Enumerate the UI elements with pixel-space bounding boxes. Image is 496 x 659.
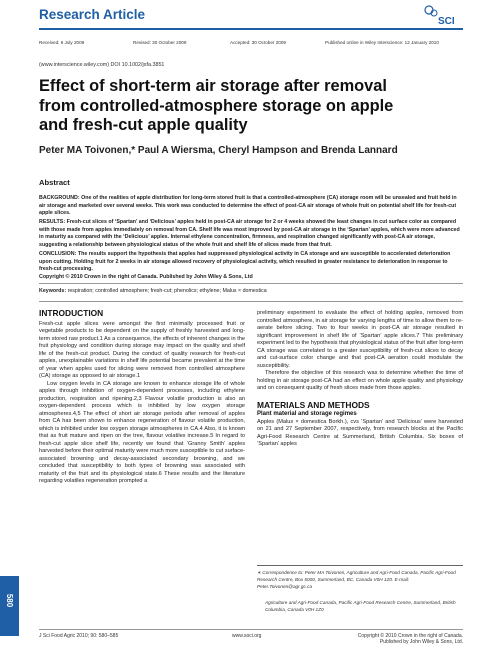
keywords-label: Keywords:	[39, 288, 67, 294]
keywords-text: respiration; controlled atmosphere; fresh-cut; phenolics; ethylene; Malus × domestica	[67, 288, 267, 294]
footer-copyright	[335, 633, 463, 645]
results-text: Fresh-cut slices of ‘Spartan’ and ‘Delicious’ apples held in post-CA air storage for 2 or 4 weeks showed the least changes in cut surface color as compared with those made from apples immediately on removal from CA. Shelf life was most improved by post-CA air storage in the ‘Spartan’ apples, which were more advanced in maturity as compared with the ‘Delicious’ apples. Internal ethylene concentration, firmness, and respiration changed significantly with post-CA air storage, suggesting a relationship between physiological status of the whole fruit and shelf life of slices made from that fruit.	[39, 219, 460, 248]
intro-paragraph-1: Fresh-cut apple slices were amongst the first minimally processed fruit or vegetable products to be dependent on the supply of freshly harvested and long-term stored raw product.1 As a consequence, the effects of inherent changes in the fruit physiology and condition during storage may impact on the quality and shelf life of the fresh-cut product. During the conduct of quality research for fresh-cut apples, unexplainable variations in shelf life potential became prevalent at the time of year when apples used for slicing were removed from controlled atmosphere (CA) storage as opposed to air storage.1	[39, 320, 245, 379]
affiliation-note: Agriculture and Agri-Food Canada, Pacific Agri-Food Research Centre, Summerland, British Columbia, Canada V0H 1Z0	[265, 600, 456, 612]
author-list: Peter MA Toivonen,* Paul A Wiersma, Cheryl Hampson and Brenda Lannard	[39, 145, 398, 156]
keywords-rule	[39, 301, 463, 302]
conclusion-label: CONCLUSION:	[39, 251, 77, 257]
intro-heading: INTRODUCTION	[39, 308, 104, 318]
published-date: Published online in Wiley Interscience: 12 January 2010	[325, 40, 439, 45]
footer-journal: J Sci Food Agric 2010; 90: 580–585	[39, 633, 119, 639]
page-number: 580	[5, 593, 14, 608]
abstract-copyright: Copyright © 2010 Crown in the right of Canada. Published by John Wiley & Sons, Ltd	[39, 273, 253, 280]
doi-line[interactable]: (www.interscience.wiley.com) DOI 10.1002/jsfa.3851	[39, 62, 165, 68]
right-column	[257, 310, 463, 449]
accepted-date: Accepted: 30 October 2009	[230, 40, 286, 45]
article-title	[39, 77, 463, 136]
intro-paragraph-2: Low oxygen levels in CA storage are known to enhance storage life of whole apples through inhibition of oxygen-dependent processes, including ethylene production, respiration and ripening.2,3 Flavour volatile production is also an oxygen-dependent process which is inhibited by low oxygen storage atmospheres.4,5 The effect of short air storage periods after removal of apples from CA has been shown to enhance regeneration of flavour volatile production, which is inhibited under low oxygen storage atmospheres in CA.4 Also, it is known that as fruit mature and ripen on the tree, flavour volatiles increase.5 In regard to fresh-cut apple slice shelf life, recently we found that ‘Granny Smith’ apples harvested before their optimal maturity were much more susceptible to cut surface-associated browning and decay-associated secondary browning, and we concluded that susceptibility to both types of browning was associated with maturity of the fruit and its physiological state.6 These results and the literature regarding volatiles regeneration prompted a	[39, 380, 245, 484]
background-text: One of the realities of apple distribution for long-term stored fruit is that a controlled-atmosphere (CA) storage room will be unsealed and fruit held in air storage and marketed over several weeks. This work was conducted to determine the effect of post-CA air storage of whole fruit on potential shelf life for fresh-cut apple slices.	[39, 195, 457, 217]
correspondence-note: ∗ Correspondence to: Peter MA Toivonen, Agriculture and Agri-Food Canada, Pacific Agri-Food Research Centre, Box 5000, Summerland, BC, Canada V0H 1Z0. E-mail: Peter.Toivonen@agr.gc.ca	[257, 570, 456, 589]
sci-logo-icon	[420, 4, 464, 26]
title-line: from controlled-atmosphere storage on apple	[39, 96, 394, 115]
header-rule	[39, 28, 463, 30]
right-paragraph-1: preliminary experiment to evaluate the effect of holding apples, removed from controlled atmosphere, in air storage for varying lengths of time to allow them to re-aerate before slicing. Two to four weeks in post-CA air storage resulted in significant improvement in shelf life of ‘Spartan’ apple slices.7 This preliminary experiment led to the hypothesis that physiological status of the fruit after long-term CA storage was correlated to a greater susceptibility of fresh-cut slices to decay and cut-surface color change and that post-CA aeration could modulate the susceptibility.	[257, 310, 463, 369]
logo-text: SCI	[438, 16, 455, 26]
right-paragraph-2: Therefore the objective of this research was to determine whether the time of holding in air storage post-CA had an effect on whole apple quality and physiology and on consequent quality of fresh slices made from those apples.	[257, 370, 463, 391]
title-line: Effect of short-term air storage after removal	[39, 77, 387, 95]
keywords-line	[39, 288, 267, 294]
title-line: and fresh-cut apple quality	[39, 116, 248, 134]
revised-date: Revised: 30 October 2009	[133, 40, 187, 45]
methods-subheading: Plant material and storage regimes	[257, 411, 357, 417]
footer-copyright-line-1: Copyright © 2010 Crown in the right of Canada.	[357, 633, 463, 639]
section-label: Research Article	[39, 7, 146, 22]
abstract-heading: Abstract	[39, 178, 70, 187]
footer-site[interactable]: www.soci.org	[232, 633, 262, 639]
left-column	[39, 310, 245, 486]
background-label: BACKGROUND:	[39, 195, 80, 201]
methods-paragraph: Apples (Malus × domestica Borkh.), cvs ‘Spartan’ and ‘Delicious’ were harvested on 21 and 27 September 2007, respectively, from research blocks at the Pacific Agri-Food Research Centre at Summerland, British Columbia. Six boxes of ‘Spartan’ apples	[257, 418, 463, 447]
abstract-background	[39, 195, 463, 218]
received-date: Received: 6 July 2009	[39, 40, 85, 45]
abstract-results	[39, 219, 463, 249]
abstract-conclusion	[39, 251, 463, 281]
footnote-rule	[257, 565, 463, 566]
footer-copyright-line-2: Published by John Wiley & Sons, Ltd.	[379, 639, 463, 645]
abstract-rule	[39, 283, 463, 284]
methods-heading: MATERIALS AND METHODS	[257, 399, 370, 410]
footer-rule	[39, 629, 463, 630]
conclusion-text: The results support the hypothesis that apples had suppressed physiological activity in CA storage and are susceptible to accelerated deterioration upon cutting. Holding fruit for 2 weeks in air storage allowed recovery of physiological activity, which resulted in greater resistance to deterioration in response to fresh-cut processing.	[39, 251, 451, 273]
results-label: RESULTS:	[39, 219, 66, 225]
